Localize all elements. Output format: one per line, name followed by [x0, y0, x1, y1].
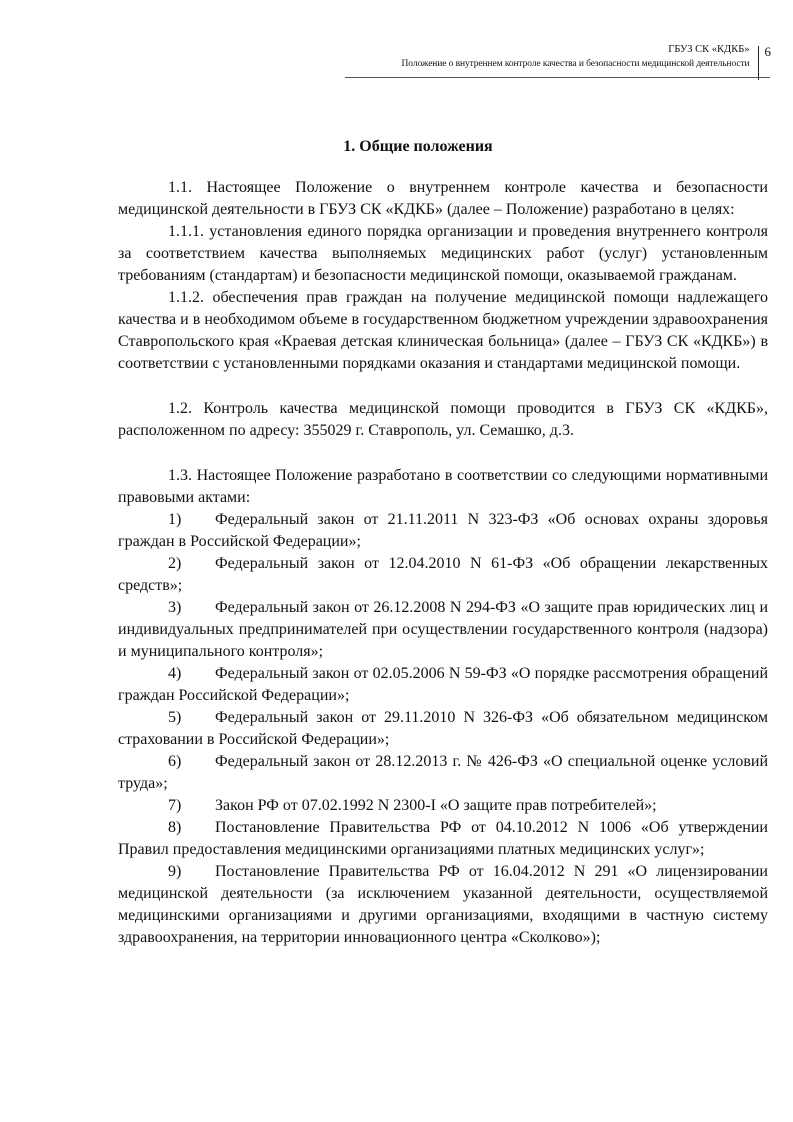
list-item [118, 861, 768, 949]
list-item-number: 5) [168, 709, 182, 726]
list-item-number: 6) [168, 753, 182, 770]
list-item-number: 3) [168, 599, 182, 616]
paragraph-1-2: 1.2. Контроль качества медицинской помощи проводится в ГБУЗ СК «КДКБ», расположенном по адресу: 355029 г. Ставрополь, ул. Семашко, д.3. [118, 400, 768, 439]
header-text-block [402, 42, 758, 72]
list-item-number: 4) [168, 665, 182, 682]
page-header [402, 42, 771, 80]
list-item-text: Федеральный закон от 02.05.2006 N 59-ФЗ «О порядке рассмотрения обращений граждан Российской Федерации»; [118, 665, 768, 704]
list-item [118, 817, 768, 861]
document-body [118, 136, 768, 949]
list-item-text: Закон РФ от 07.02.1992 N 2300-I «О защите прав потребителей»; [215, 797, 657, 814]
list-item-number: 1) [168, 511, 182, 528]
list-item-text: Федеральный закон от 29.11.2010 N 326-ФЗ «Об обязательном медицинском страховании в Российской Федерации»; [118, 709, 768, 748]
list-item [118, 509, 768, 553]
list-item-number: 7) [168, 797, 182, 814]
list-item [118, 795, 768, 817]
paragraph-1-1-2: 1.1.2. обеспечения прав граждан на получение медицинской помощи надлежащего качества и в необходимом объеме в государственном бюджетном учреждении здравоохранения Ставропольского края «Краевая детская клиническая больница» (далее – ГБУЗ СК «КДКБ») в соответствии с установленными порядками оказания и стандартами медицинской помощи. [118, 289, 768, 372]
list-item [118, 751, 768, 795]
list-item [118, 707, 768, 751]
list-item-number: 2) [168, 555, 182, 572]
list-item [118, 597, 768, 663]
list-item-text: Федеральный закон от 28.12.2013 г. № 426-ФЗ «О специальной оценке условий труда»; [118, 753, 768, 792]
section-title: 1. Общие положения [343, 138, 493, 155]
header-doc-title: Положение о внутреннем контроле качества и безопасности медицинской деятельности [401, 59, 750, 69]
list-item-text: Постановление Правительства РФ от 04.10.2012 N 1006 «Об утверждении Правил предоставления медицинскими организациями платных медицинских услуг»; [118, 819, 768, 858]
header-org: ГБУЗ СК «КДКБ» [668, 44, 750, 55]
paragraph-1-1-1: 1.1.1. установления единого порядка организации и проведения внутреннего контроля за соответствием качества выполняемых медицинских работ (услуг) установленным требованиям (стандартам) и безопасности медицинской помощи, оказываемой гражданам. [118, 223, 768, 284]
header-underline [345, 77, 770, 78]
list-item-text: Федеральный закон от 12.04.2010 N 61-ФЗ «Об обращении лекарственных средств»; [118, 555, 768, 594]
paragraph-1-3: 1.3. Настоящее Положение разработано в соответствии со следующими нормативными правовыми актами: [118, 467, 768, 506]
list-item-text: Федеральный закон от 21.11.2011 N 323-ФЗ «Об основах охраны здоровья граждан в Российской Федерации»; [118, 511, 768, 550]
paragraph-1-1: 1.1. Настоящее Положение о внутреннем контроле качества и безопасности медицинской деятельности в ГБУЗ СК «КДКБ» (далее – Положение) разработано в целях: [118, 179, 768, 218]
list-item [118, 663, 768, 707]
list-item-text: Федеральный закон от 26.12.2008 N 294-ФЗ «О защите прав юридических лиц и индивидуальных предпринимателей при осуществлении государственного контроля (надзора) и муниципального контроля»; [118, 599, 768, 660]
list-item-text: Постановление Правительства РФ от 16.04.2012 N 291 «О лицензировании медицинской деятельности (за исключением указанной деятельности, осуществляемой медицинскими организациями и другими организациями, входящими в частную систему здравоохранения, на территории инновационного центра «Сколково»); [118, 863, 768, 946]
list-item [118, 553, 768, 597]
list-item-number: 9) [168, 863, 182, 880]
page-number: 6 [764, 44, 771, 59]
acts-list [118, 509, 768, 949]
list-item-number: 8) [168, 819, 182, 836]
